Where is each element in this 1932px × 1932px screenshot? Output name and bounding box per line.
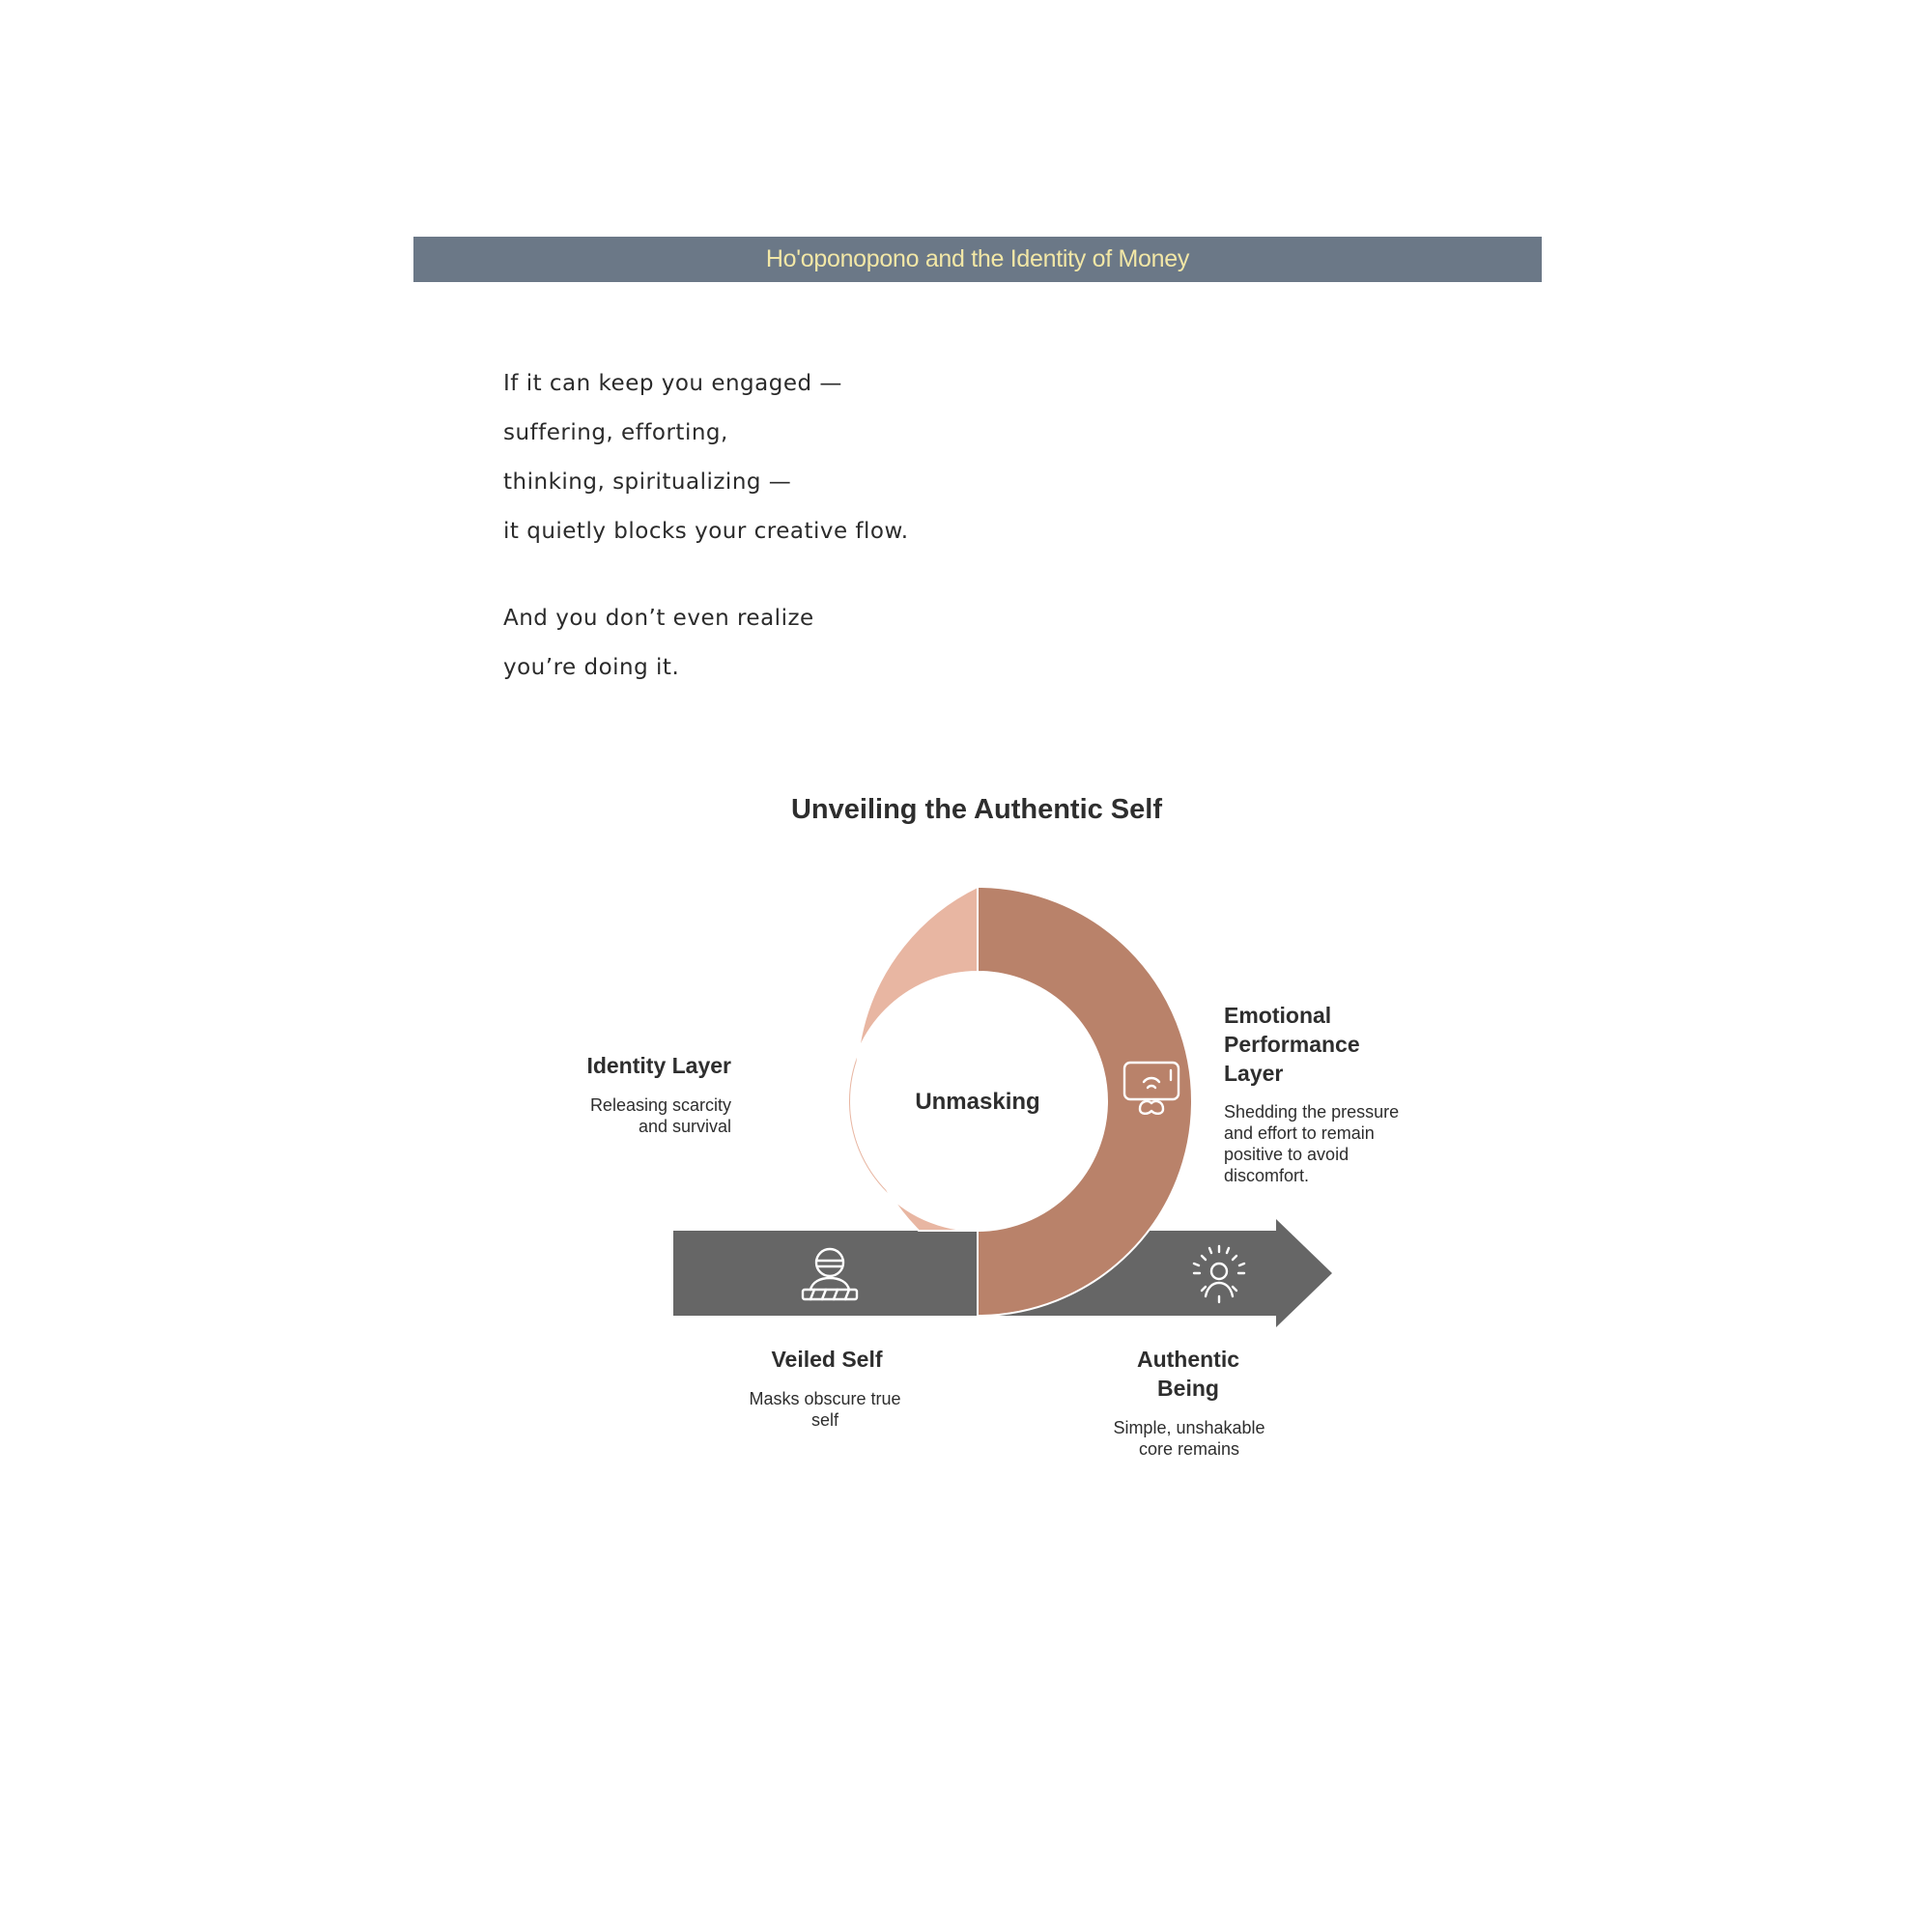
identity-layer-desc: and survival — [638, 1117, 731, 1136]
emotional-layer-desc: positive to avoid — [1224, 1145, 1350, 1164]
poem-line: it quietly blocks your creative flow. — [503, 519, 909, 544]
emotional-layer-desc: and effort to remain — [1224, 1123, 1375, 1143]
poem-line: If it can keep you engaged — — [503, 371, 842, 396]
authentic-being-desc: Simple, unshakable — [1113, 1418, 1265, 1437]
authentic-being-title: Authentic — [1136, 1347, 1240, 1372]
veiled-self-title: Veiled Self — [771, 1347, 883, 1372]
person-thought-icon — [786, 1064, 832, 1115]
poem-line: thinking, spiritualizing — — [503, 469, 792, 495]
authentic-being-desc: core remains — [1138, 1439, 1240, 1459]
page-title: Ho'oponopono and the Identity of Money — [765, 245, 1190, 272]
identity-layer-desc: Releasing scarcity — [589, 1095, 731, 1115]
emotional-layer-desc: Shedding the pressure — [1224, 1102, 1400, 1122]
veiled-self-desc: Masks obscure true — [749, 1389, 901, 1408]
emotional-layer-desc: discomfort. — [1224, 1166, 1310, 1185]
veiled-self-desc: self — [810, 1410, 839, 1430]
poem-line: suffering, efforting, — [503, 420, 728, 445]
diagram-title: Unveiling the Authentic Self — [790, 794, 1163, 825]
emotional-layer-title: Layer — [1224, 1061, 1284, 1086]
center-label: Unmasking — [915, 1089, 1040, 1115]
authentic-being-title: Being — [1157, 1376, 1219, 1401]
emotional-layer-title: Emotional — [1224, 1003, 1332, 1028]
identity-layer-title: Identity Layer — [586, 1053, 731, 1078]
poem-line: And you don’t even realize — [503, 606, 814, 631]
emotional-layer-title: Performance — [1224, 1032, 1360, 1057]
poem-line: you’re doing it. — [503, 655, 680, 680]
